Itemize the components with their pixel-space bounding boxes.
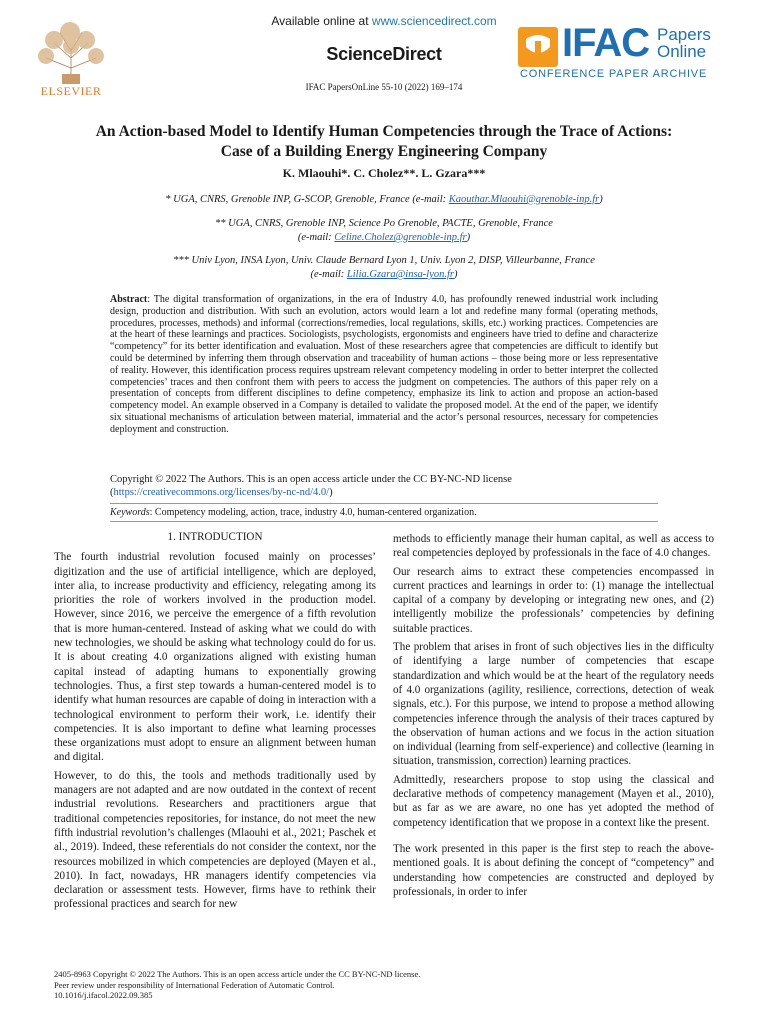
paragraph: Our research aims to extract these competencies encompassed in current practices and learnings in order to: (1) manage the intellectual capital of a company by developing or integrating new ones, and (2) intelligently mobilize the professionals’ competencies by defining suitable practices. xyxy=(393,565,714,635)
divider xyxy=(110,521,658,522)
license-link[interactable]: https://creativecommons.org/licenses/by-nc-nd/4.0/ xyxy=(113,487,330,498)
page-footer xyxy=(54,969,714,1001)
journal-reference: IFAC PapersOnLine 55-10 (2022) 169–174 xyxy=(305,82,463,92)
keywords-label: Keywords xyxy=(110,507,150,518)
paragraph: methods to efficiently manage their human capital, as well as access to real competencies deployed by professionals in the face of 4.0 changes. xyxy=(393,533,714,560)
affiliation-2: ** UGA, CNRS, Grenoble INP, Science Po Grenoble, PACTE, Grenoble, France xyxy=(215,218,553,229)
sciencedirect-link[interactable]: www.sciencedirect.com xyxy=(371,14,497,28)
conference-archive-label: CONFERENCE PAPER ARCHIVE xyxy=(520,68,708,80)
paragraph: However, to do this, the tools and methods traditionally used by managers are not adapted and are now outdated in the context of recent industrial revolutions. Researchers and practitioners argue that traditional competencies repositories, for instance, do not meet the new fifth industrial revolution’s challenges (Mlaouhi et al., 2021; Paschek et al., 2019). Indeed, these referentials do not consider the context, nor the resources mobilized in which competencies are deployed (Mayen et al., 2010). In fact, nowadays, HR managers identify competencies via declaration or assessment tests. However, firms have to rethink their professional practices and search for new xyxy=(54,769,376,911)
ifac-wordmark: IFAC xyxy=(562,21,650,65)
email-link-2[interactable]: Celine.Cholez@grenoble-inp.fr xyxy=(334,232,467,243)
papers-label: Papers xyxy=(657,25,711,44)
right-column xyxy=(393,532,714,903)
paragraph: The problem that arises in front of such objectives lies in the difficulty of identifying a large number of competencies that escape standardization and which would be at the heart of the regulatory needs of 4.0 organizations (agility, resilience, corrections, detection of weak signals, etc.). For this purpose, we intend to propose a method allowing competencies inference through the analysis of their traces captured by the observation of human actions and we focus in the action situation on individual (learning from self-experience) and collective (learning in situation, transmission, correction) learning practices. xyxy=(393,641,714,768)
affiliation-3: *** Univ Lyon, INSA Lyon, Univ. Claude Bernard Lyon 1, Univ. Lyon 2, DISP, Villeurbanne, France xyxy=(173,255,595,266)
abstract-label: Abstract xyxy=(110,294,148,305)
divider xyxy=(110,503,658,504)
ifac-emblem-icon xyxy=(518,27,558,67)
footer-line: 2405-8963 Copyright © 2022 The Authors. This is an open access article under the CC BY-NC-ND license. xyxy=(54,969,421,979)
keywords-text: : Competency modeling, action, trace, industry 4.0, human-centered organization. xyxy=(149,507,477,518)
doi[interactable]: 10.1016/j.ifacol.2022.09.385 xyxy=(54,990,153,1000)
elsevier-wordmark: ELSEVIER xyxy=(40,84,102,98)
paragraph: The work presented in this paper is the first step to reach the above-mentioned goals. It is about defining the concept of “competency” and understanding how competencies are constructed and deployed by professionals, in order to infer xyxy=(393,842,714,898)
left-column xyxy=(54,530,376,916)
footer-line: Peer review under responsibility of International Federation of Automatic Control. xyxy=(54,979,335,990)
elsevier-tree-icon xyxy=(24,18,118,86)
abstract-text: : The digital transformation of organizations, in the era of Industry 4.0, has profoundly renewed industrial work including design, production and distribution. With such an evolution, actors would learn a lot and redefine many formal (operating methods, procedures, processes, methods) and informal (corrections/remedies, local regulations, skills, etc.) working practices. Competencies are at the heart of these learnings and practices. Sociologists, psychologists, ergonomists and engineers have tried to define and characterize “competency” for its better identification and evaluation. Most of these researchers agree that competencies are difficult to identify but could be determined by inferring them through observation and traceability of human actions – those being more or less representative of reality. However, this identification process requires upstream relevant competency modeling in order to better interpret the collected competencies’ traces and then confront them with peers to access the judgment on competencies. The authors of this paper rely on a presentation of concepts from different disciplines to define competency, emphasize its link to action and propose an action-based competency model. An example observed in a Company is detailed to validate the proposed model. At the end of the paper, we identify six situational mechanisms of articulation between material, immaterial and the actor’s personal resources, necessary for competencies deployment and construction. xyxy=(110,294,658,435)
copyright-notice: Copyright © 2022 The Authors. This is an open access article under the CC BY-NC-ND license (https://creativecommons.org/licenses/by-nc-nd/4.0/) xyxy=(110,474,512,498)
email-link-3[interactable]: Lilia.Gzara@insa-lyon.fr xyxy=(346,269,455,280)
sciencedirect-brand: ScienceDirect xyxy=(326,44,442,64)
affiliation-1: * UGA, CNRS, Grenoble INP, G-SCOP, Grenoble, France (e-mail: Kaouthar.Mlaouhi@grenoble-inp.fr) xyxy=(165,194,603,205)
keywords xyxy=(110,507,658,519)
email-link-1[interactable]: Kaouthar.Mlaouhi@grenoble-inp.fr xyxy=(448,194,600,205)
affiliation-2-email: (e-mail: Celine.Cholez@grenoble-inp.fr) xyxy=(297,232,471,243)
section-heading: 1. INTRODUCTION xyxy=(167,531,263,543)
authors: K. Mlaouhi*. C. Cholez**. L. Gzara*** xyxy=(282,166,486,180)
affiliation-3-email: (e-mail: Lilia.Gzara@insa-lyon.fr) xyxy=(310,269,458,280)
paragraph: The fourth industrial revolution focused mainly on processes’ digitization and the use of artificial intelligence, which are deployed, inter alia, to increase productivity and efficiency, relegating among its priorities the role of workers involved in the production model. However, since 2016, we perceive the emergence of a fifth revolution that is more human-centered. Instead of asking what we could do with new technologies, we should be asking what technology could do for us. It is about creating 4.0 organizations aligned with existing human capital instead of adapting humans to exponentially growing technologies. Thus, a first step towards a human-centered model is to identify what human resources are capable of doing in interaction with a technological environment to perform their work, i.e. identify their competencies. It is also important to define what learning processes these organizations must adopt to ensure an alignment between human and digital. xyxy=(54,551,376,764)
abstract xyxy=(110,294,658,436)
available-prefix: Available online at xyxy=(271,14,372,28)
paragraph: Admittedly, researchers propose to stop using the classical and declarative methods of competency management (Mayen et al., 2010), but as far as we are aware, no one has yet adopted the method of competency identification that we propose in a context like the present. xyxy=(393,773,714,829)
paper-title: An Action-based Model to Identify Human Competencies through the Trace of Actions: Case of a Building Energy Engineering Company xyxy=(95,123,673,160)
online-label: Online xyxy=(657,42,707,61)
